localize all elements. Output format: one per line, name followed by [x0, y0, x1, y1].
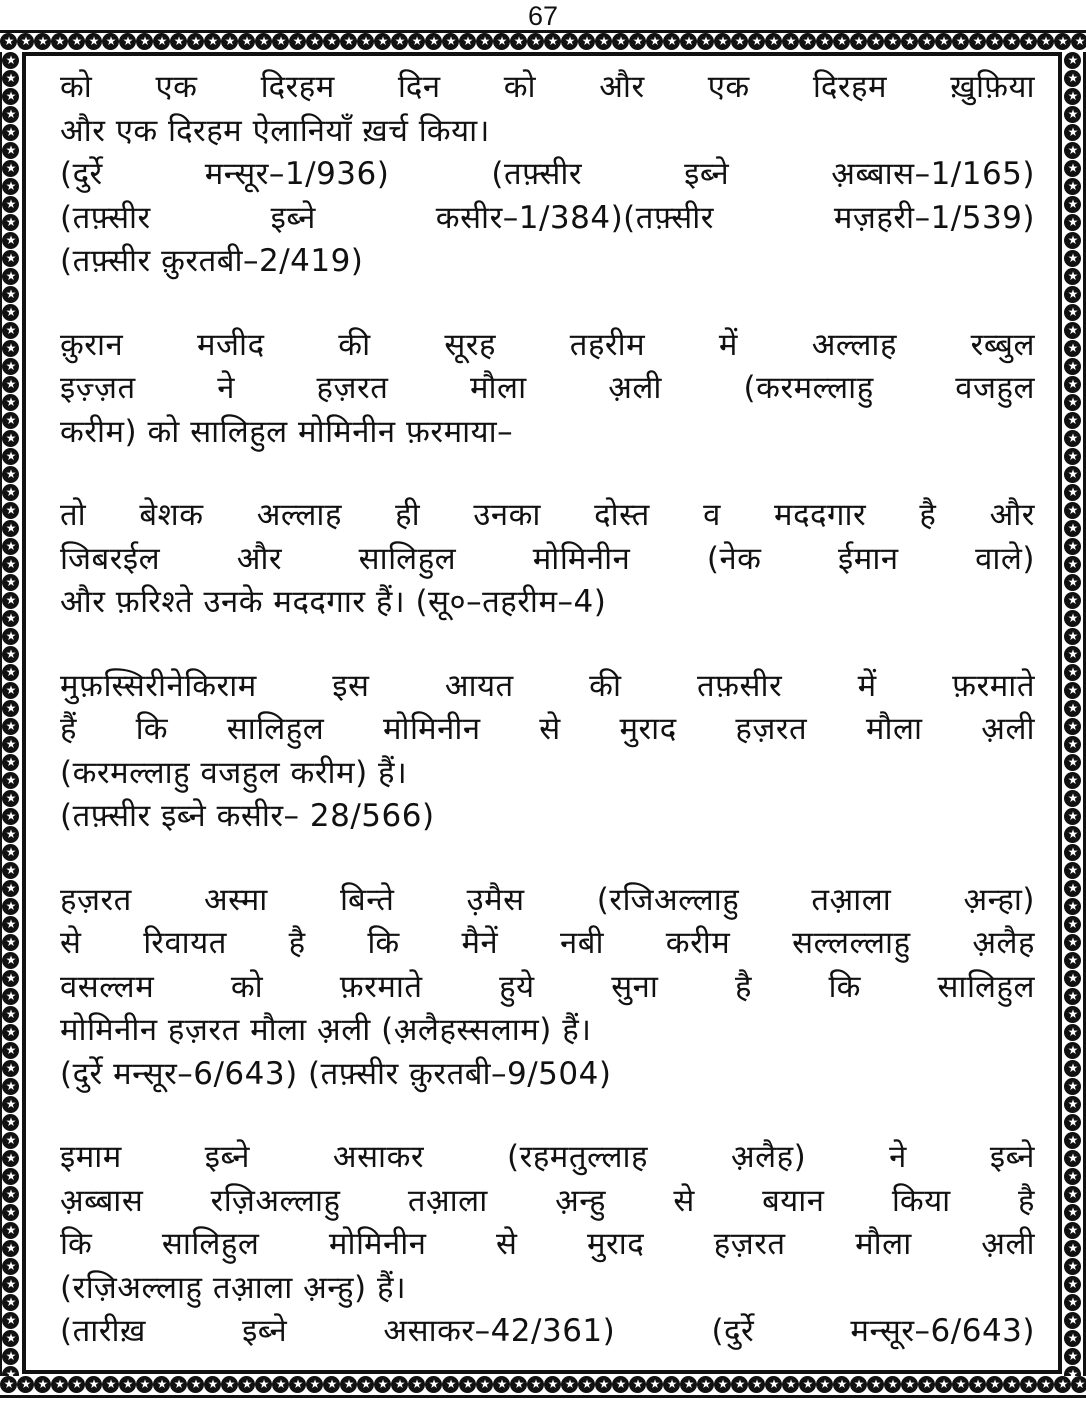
text-line: जिबरईल और सालिहुल मोमिनीन (नेक ईमान वाले) [60, 540, 1035, 577]
star-chain-border-icon [0, 33, 1086, 52]
text-line: हज़रत अस्मा बिन्ते उ़मैस (रजिअल्लाहु तआ़ला अ़न्हा) [60, 881, 1035, 918]
text-line: मोमिनीन हज़रत मौला अ़ली (अ़लैहस्सलाम) हैं। [60, 1012, 592, 1048]
text-line: अ़ब्बास रज़िअल्लाहु तआ़ला अ़न्हु से बयान किया है [60, 1182, 1035, 1219]
star-chain-border-icon [1064, 52, 1083, 1376]
text-line: कि सालिहुल मोमिनीन से मुराद हज़रत मौला अ़ली [60, 1226, 1035, 1262]
paragraph-mufassirin [60, 665, 1035, 839]
citation-line: (तारीख़ इब्ने असाकर–42/361) (दुर्रे मन्सूर–6/643) [60, 1313, 1035, 1349]
text-line: हैं कि सालिहुल मोमिनीन से मुराद हज़रत मौला अ़ली [60, 711, 1035, 747]
page-number: 67 [527, 1, 559, 31]
text-line: तो बेशक अल्लाह ही उनका दोस्त व मददगार है और [60, 497, 1035, 533]
text-line: इमाम इब्ने असाकर (रहमतुल्लाह अ़लैह) ने इब्ने [60, 1139, 1035, 1175]
text-line: (करमल्लाहु वजहुल करीम) हैं। [60, 754, 408, 791]
text-line: मुफ़स्सिरीनेकिराम इस आयत की तफ़सीर में फ़रमाते [60, 667, 1035, 704]
text-line: करीम) को सालिहुल मोमिनीन फ़रमाया– [60, 413, 514, 450]
text-line: और फ़रिश्ते उनके मददगार हैं। (सू०–तहरीम–4) [60, 584, 607, 620]
paragraph-verse-translation [60, 494, 1035, 625]
citation-line: (दुर्रे मन्सूर–6/643) (तफ़्सीर क़ुरतबी–9/504) [60, 1055, 612, 1092]
paragraph-surah-tahrim [60, 324, 1035, 455]
text-line: (रज़िअल्लाहु तआ़ला अ़न्हु) हैं। [60, 1269, 407, 1306]
paragraph-ibn-asakir [60, 1136, 1035, 1354]
paragraph-charity-dirham [60, 66, 1035, 284]
text-line: इज़्ज़त ने हज़रत मौला अ़ली (करमल्लाहु वजहुल [60, 370, 1035, 406]
text-line: क़ुरान मजीद की सूरह तहरीम में अल्लाह रब्बुल [60, 326, 1035, 363]
citation-line: (तफ़्सीर इब्ने कसीर– 28/566) [60, 798, 435, 834]
citation-line: (तफ़्सीर इब्ने कसीर–1/384)(तफ़्सीर मज़हरी–1/539) [60, 199, 1035, 236]
star-chain-border-icon [2, 52, 21, 1376]
document-body [60, 66, 1035, 1394]
citation-line: (तफ़्सीर क़ुरतबी–2/419) [60, 243, 364, 279]
text-line: से रिवायत है कि मैनें नबी करीम सल्लल्लाहु अ़लैह [60, 925, 1035, 961]
text-line: को एक दिरहम दिन को और एक दिरहम ख़ुफ़िया [60, 69, 1035, 105]
text-line: और एक दिरहम ऐलानियाँ ख़र्च किया। [60, 112, 490, 149]
text-line: वसल्लम को फ़रमाते हुये सुना है कि सालिहुल [60, 968, 1035, 1005]
paragraph-asma-bint-umais [60, 879, 1035, 1097]
citation-line: (दुर्रे मन्सूर–1/936) (तफ़्सीर इब्ने अ़ब्बास–1/165) [60, 156, 1035, 192]
